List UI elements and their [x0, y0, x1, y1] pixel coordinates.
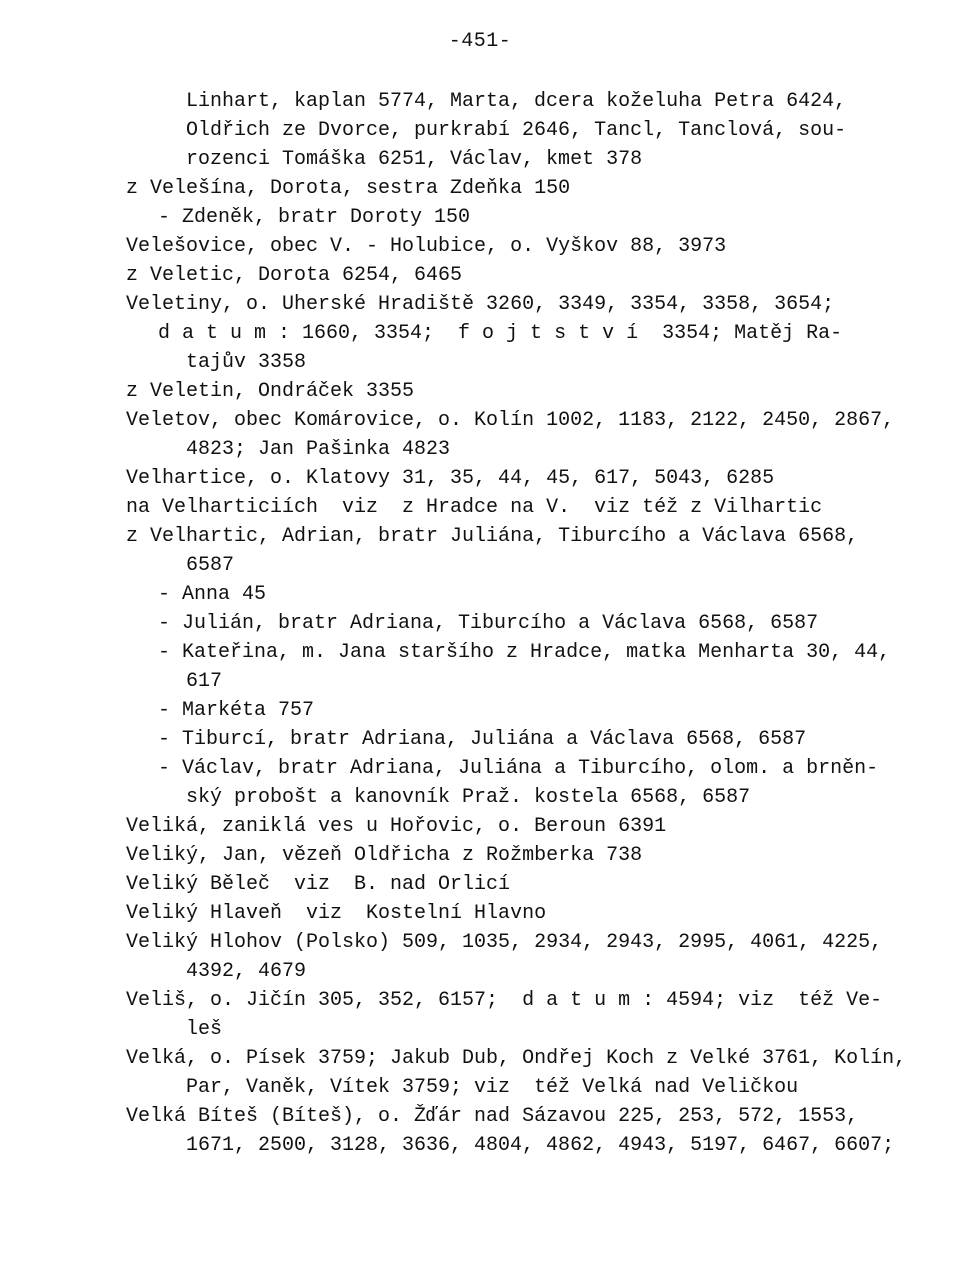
index-continuation-line: tajův 3358	[186, 351, 307, 374]
index-continuation-line: Oldřich ze Dvorce, purkrabí 2646, Tancl, Tanclová, sou-	[186, 119, 847, 142]
index-entry-line: Veliká, zaniklá ves u Hořovic, o. Beroun 6391	[126, 815, 667, 838]
index-continuation-line: - Tiburcí, bratr Adriana, Juliána a Václava 6568, 6587	[158, 728, 807, 751]
index-continuation-line: - Zdeněk, bratr Doroty 150	[158, 206, 471, 229]
index-entry-line: Velká Bíteš (Bíteš), o. Žďár nad Sázavou 225, 253, 572, 1553,	[126, 1105, 859, 1128]
index-entry-line: z Veletin, Ondráček 3355	[126, 380, 415, 403]
index-continuation-line: 617	[186, 670, 223, 693]
index-continuation-line: d a t u m : 1660, 3354; f o j t s t v í 3354; Matěj Ra-	[158, 322, 843, 345]
index-continuation-line: leš	[186, 1018, 223, 1041]
index-continuation-line: Linhart, kaplan 5774, Marta, dcera koželuha Petra 6424,	[186, 90, 847, 113]
page-number: -451-	[448, 30, 512, 53]
index-entry-line: Veliš, o. Jičín 305, 352, 6157; d a t u m : 4594; viz též Ve-	[126, 989, 883, 1012]
index-continuation-line: 4823; Jan Pašinka 4823	[186, 438, 451, 461]
index-continuation-line: 1671, 2500, 3128, 3636, 4804, 4862, 4943, 5197, 6467, 6607;	[186, 1134, 895, 1157]
index-continuation-line: 6587	[186, 554, 235, 577]
index-entry-line: Veliký Běleč viz B. nad Orlicí	[126, 873, 511, 896]
index-continuation-line: - Anna 45	[158, 583, 267, 606]
index-entry-line: na Velharticiích viz z Hradce na V. viz též z Vilhartic	[126, 496, 823, 519]
index-continuation-line: rozenci Tomáška 6251, Václav, kmet 378	[186, 148, 643, 171]
index-entry-line: z Velhartic, Adrian, bratr Juliána, Tiburcího a Václava 6568,	[126, 525, 859, 548]
index-entry-line: Veletov, obec Komárovice, o. Kolín 1002, 1183, 2122, 2450, 2867,	[126, 409, 895, 432]
index-entry-line: Veliký Hlohov (Polsko) 509, 1035, 2934, 2943, 2995, 4061, 4225,	[126, 931, 883, 954]
index-entry-line: Veliký Hlaveň viz Kostelní Hlavno	[126, 902, 547, 925]
index-continuation-line: - Markéta 757	[158, 699, 315, 722]
index-continuation-line: - Václav, bratr Adriana, Juliána a Tiburcího, olom. a brněn-	[158, 757, 879, 780]
index-entry-line: Veletiny, o. Uherské Hradiště 3260, 3349, 3354, 3358, 3654;	[126, 293, 835, 316]
index-continuation-line: Par, Vaněk, Vítek 3759; viz též Velká nad Veličkou	[186, 1076, 799, 1099]
index-continuation-line: ský probošt a kanovník Praž. kostela 6568, 6587	[186, 786, 751, 809]
index-entry-line: z Veletic, Dorota 6254, 6465	[126, 264, 463, 287]
index-continuation-line: 4392, 4679	[186, 960, 307, 983]
index-entries	[0, 87, 960, 1160]
index-entry-line: Velhartice, o. Klatovy 31, 35, 44, 45, 617, 5043, 6285	[126, 467, 775, 490]
index-entry-line: Velešovice, obec V. - Holubice, o. Vyškov 88, 3973	[126, 235, 727, 258]
index-continuation-line: - Kateřina, m. Jana staršího z Hradce, matka Menharta 30, 44,	[158, 641, 891, 664]
index-entry-line: Veliký, Jan, vězeň Oldřicha z Rožmberka 738	[126, 844, 643, 867]
index-entry-line: z Velešína, Dorota, sestra Zdeňka 150	[126, 177, 571, 200]
index-continuation-line: - Julián, bratr Adriana, Tiburcího a Václava 6568, 6587	[158, 612, 819, 635]
index-entry-line: Velká, o. Písek 3759; Jakub Dub, Ondřej Koch z Velké 3761, Kolín,	[126, 1047, 907, 1070]
